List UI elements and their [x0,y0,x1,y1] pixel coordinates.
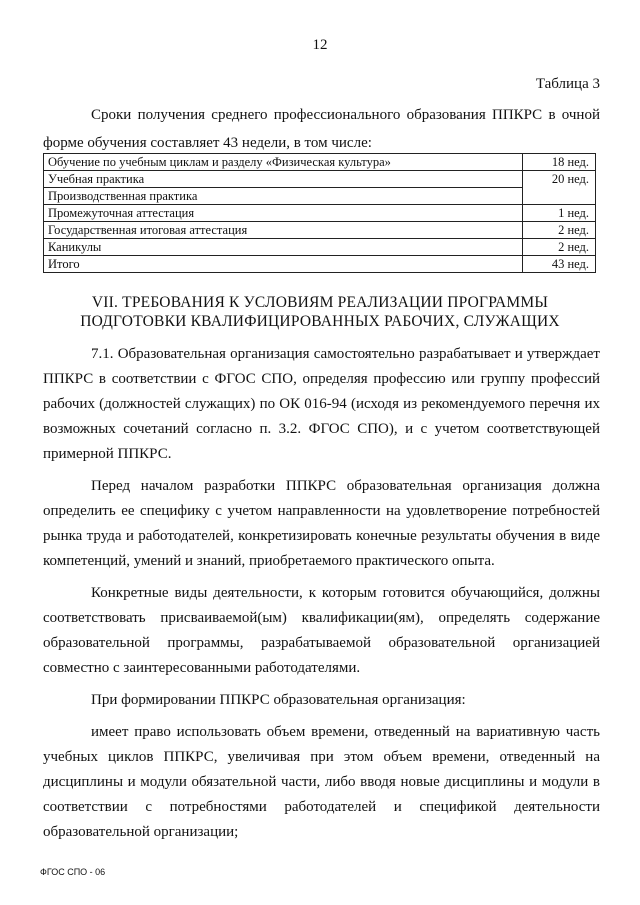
paragraph-formation: При формировании ППКРС образовательная организация: [91,692,466,708]
footer-text: ФГОС СПО - 06 [40,867,106,877]
row-value: 1 нед. [523,205,596,222]
row-value: 18 нед. [523,154,596,171]
table-row [44,188,596,205]
paragraph-specifics: Перед началом разработки ППКРС образовательная организация должна определить ее специфику с учетом направленности на удовлетворение потребностей рынка труда и работодателей, конкретизировать конечные результаты обучения в виде компетенций, умений и знаний, приобретаемого практического опыта. [43,478,600,569]
row-label: Государственная итоговая аттестация [44,222,523,239]
table-row [44,239,596,256]
row-value: 43 нед. [523,256,596,273]
row-label: Производственная практика [44,188,523,205]
row-label: Обучение по учебным циклам и разделу «Физическая культура» [44,154,523,171]
section-body [43,342,600,845]
section-title [0,293,640,331]
section-title-line-1: VII. ТРЕБОВАНИЯ К УСЛОВИЯМ РЕАЛИЗАЦИИ ПРОГРАММЫ [91,294,549,311]
paragraph-activities: Конкретные виды деятельности, к которым готовится обучающийся, должны соответствовать присваиваемой(ым) квалификации(ям), определять содержание образовательной программы, разрабатываемой образовательной организацией совместно с заинтересованными работодателями. [43,585,600,676]
row-value: 20 нед. [523,171,596,205]
row-label: Итого [44,256,523,273]
row-value: 2 нед. [523,239,596,256]
paragraph-rights: имеет право использовать объем времени, отведенный на вариативную часть учебных циклов ППКРС, увеличивая при этом объем времени, отведенный на дисциплины и модули обязательной части, либо вводя новые дисциплины и модули в соответствии с потребностями работодателей и спецификой деятельности образовательной организации; [43,724,600,840]
row-label: Учебная практика [44,171,523,188]
page-number: 12 [312,37,328,53]
row-value: 2 нед. [523,222,596,239]
section-title-line-2: ПОДГОТОВКИ КВАЛИФИЦИРОВАННЫХ РАБОЧИХ, СЛУЖАЩИХ [80,313,560,330]
row-label: Промежуточная аттестация [44,205,523,222]
paragraph-7-1: 7.1. Образовательная организация самостоятельно разрабатывает и утверждает ППКРС в соответствии с ФГОС СПО, определяя профессию или группу профессий рабочих (должностей служащих) по ОК 016-94 (исходя из рекомендуемого перечня их возможных сочетаний согласно п. 3.2. ФГОС СПО), и с учетом соответствующей примерной ППКРС. [43,346,600,462]
table-row [44,205,596,222]
table-row [44,171,596,188]
schedule-table [43,153,596,273]
intro-paragraph: Сроки получения среднего профессионального образования ППКРС в очной форме обучения составляет 43 недели, в том числе: [43,107,600,151]
table-row [44,154,596,171]
table-label: Таблица 3 [535,76,600,92]
row-label: Каникулы [44,239,523,256]
table-row [44,256,596,273]
table-row [44,222,596,239]
